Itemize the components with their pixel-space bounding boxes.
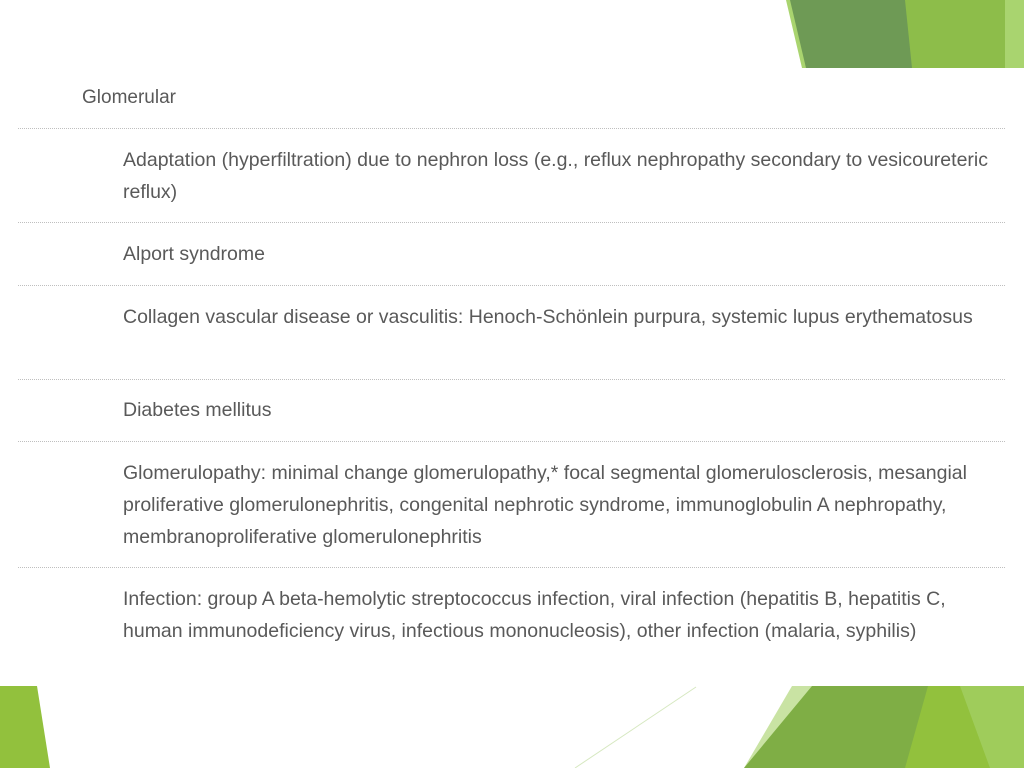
section-heading: Glomerular <box>82 87 176 108</box>
list-item: Alport syndrome <box>123 243 265 265</box>
top-right-shape-mid <box>905 0 1005 68</box>
list-item: Diabetes mellitus <box>123 399 272 421</box>
list-item: Adaptation (hyperfiltration) due to nephron loss (e.g., reflux nephropathy secondary to vesicoureteric reflux) <box>123 149 988 203</box>
list-item: Glomerulopathy: minimal change glomerulopathy,* focal segmental glomerulosclerosis, mesangial proliferative glomerulonephritis, congenital nephrotic syndrome, immunoglobulin A nephropathy, membranoproliferative glomerulonephritis <box>123 462 967 548</box>
divider <box>18 441 1005 442</box>
divider <box>18 285 1005 286</box>
divider <box>18 567 1005 568</box>
divider <box>18 222 1005 223</box>
top-right-shape-dark <box>790 0 912 68</box>
diagonal-line <box>575 687 696 768</box>
divider <box>18 128 1005 129</box>
divider <box>18 379 1005 380</box>
list-item: Infection: group A beta-hemolytic streptococcus infection, viral infection (hepatitis B, hepatitis C, human immunodeficiency virus, infectious mononucleosis), other infection (malaria, syphilis) <box>123 588 946 642</box>
bottom-left-shape <box>0 686 50 768</box>
list-item: Collagen vascular disease or vasculitis: Henoch-Schönlein purpura, systemic lupus erythematosus <box>123 306 973 328</box>
